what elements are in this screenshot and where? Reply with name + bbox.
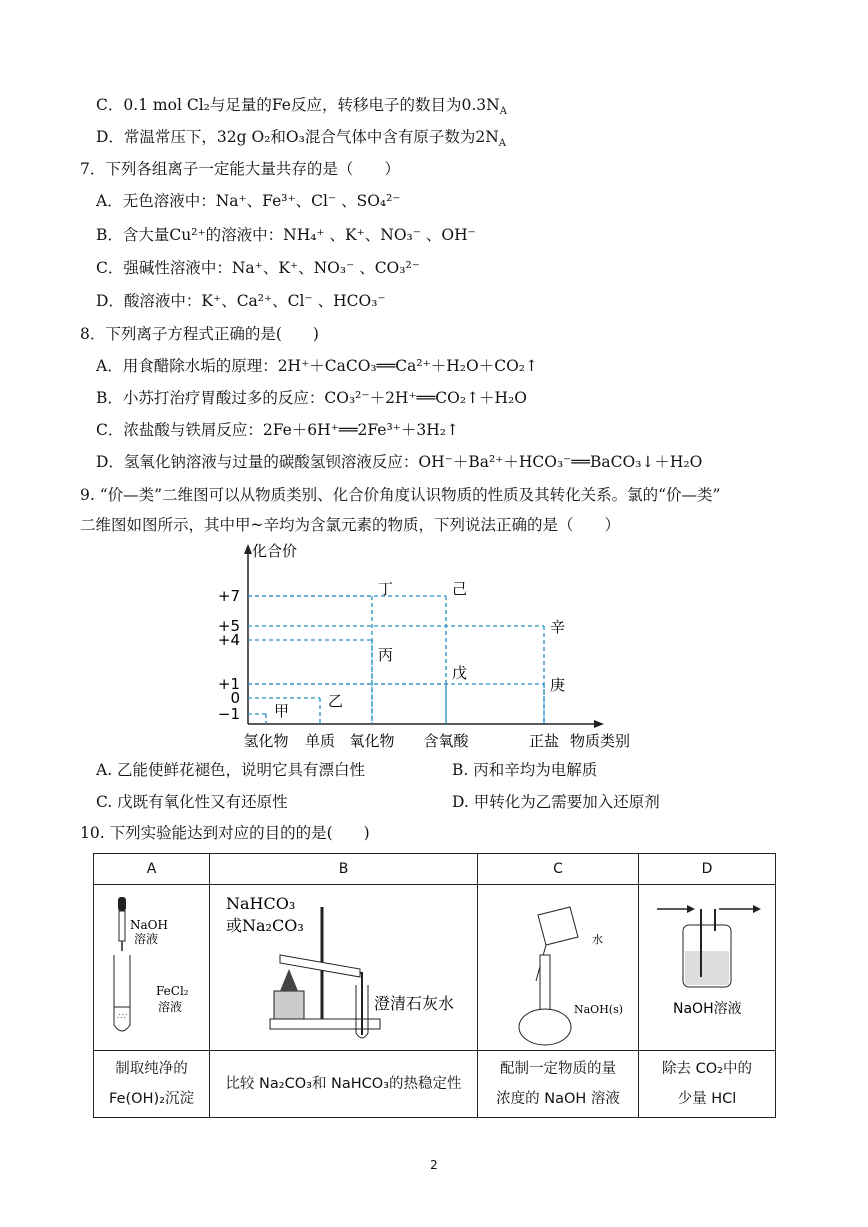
y-tick-label: +5 (217, 617, 240, 635)
label-or-na2co3: 或Na₂CO₃ (226, 916, 304, 935)
col-header-c: C (478, 854, 639, 885)
q7-option-c: C．强碱性溶液中：Na⁺、K⁺、NO₃⁻ 、CO₃²⁻ (96, 259, 420, 277)
apparatus-b (210, 885, 478, 1051)
flask-neck-icon (540, 955, 550, 1017)
q9-stem-line2: 二维图如图所示，其中甲~辛均为含氯元素的物质，下列说法正确的是（ ） (80, 516, 620, 534)
apparatus-c (478, 885, 639, 1051)
point-label: 甲 (274, 702, 290, 720)
x-category-label: 氢化物 (243, 732, 289, 750)
caption-a: 制取纯净的 Fe(OH)₂沉淀 (94, 1051, 210, 1118)
point-label: 丙 (378, 646, 394, 664)
x-categories (243, 732, 559, 750)
q7-option-b: B．含大量Cu²⁺的溶液中：NH₄⁺ 、K⁺、NO₃⁻ 、OH⁻ (96, 226, 476, 244)
q8-option-d: D．氢氧化钠溶液与过量的碳酸氢钡溶液反应：OH⁻＋Ba²⁺＋HCO₃⁻══BaCO₃↓＋H₂O (96, 453, 703, 471)
label-solution-2: 溶液 (158, 1000, 183, 1014)
y-tick-label: 0 (230, 689, 240, 707)
dropper-bulb-icon (118, 897, 126, 911)
q9-option-d: D. 甲转化为乙需要加入还原剂 (452, 793, 660, 811)
q6-option-c: C．0.1 mol Cl₂与足量的Fe反应，转移电子的数目为$0.3N_A$ (96, 96, 507, 118)
x-category-label: 氧化物 (349, 732, 395, 750)
x-category-label: 含氧酸 (423, 732, 469, 750)
y-tick-label: +7 (217, 587, 240, 605)
q6-option-d: D．常温常压下，32g O₂和O₃混合气体中含有原子数为$2N_A$ (96, 128, 507, 150)
x-axis-label: 物质类别 (570, 732, 631, 750)
page-number: 2 (430, 1158, 438, 1172)
caption-b: 比较 Na₂CO₃和 NaHCO₃的热稳定性 (210, 1051, 478, 1118)
x-axis-arrow (594, 720, 604, 728)
volumetric-flask-icon (519, 1009, 571, 1045)
x-category-label: 单质 (304, 732, 336, 750)
q7-option-a: A．无色溶液中：Na⁺、Fe³⁺、Cl⁻ 、SO₄²⁻ (96, 192, 401, 210)
label-nahco3: NaHCO₃ (226, 894, 296, 913)
label-solution-1: 溶液 (134, 932, 159, 946)
point-label: 庚 (550, 676, 566, 694)
label-limewater: 澄清石灰水 (374, 994, 455, 1013)
caption-d: 除去 CO₂中的 少量 HCl (639, 1051, 776, 1118)
col-header-d: D (639, 854, 776, 885)
experiment-table (93, 853, 776, 1118)
point-label: 戊 (452, 664, 468, 682)
point-label: 乙 (328, 692, 344, 710)
label-naoh-s: NaOH(s) (574, 1003, 624, 1016)
q9-option-a: A. 乙能使鲜花褪色，说明它具有漂白性 (96, 761, 366, 779)
q8-option-c: C．浓盐酸与铁屑反应：2Fe＋6H⁺══2Fe³⁺＋3H₂↑ (96, 421, 459, 439)
y-axis-label: 化合价 (252, 542, 298, 560)
apparatus-d (639, 885, 776, 1051)
heating-tube-icon (280, 955, 360, 977)
label-naoh-solution: NaOH溶液 (673, 1001, 742, 1017)
beaker-icon (538, 907, 578, 945)
dropper-tube-icon (119, 911, 125, 941)
y-tick-label: −1 (217, 705, 240, 723)
q9-stem-line1: 9. “价—类”二维图可以从物质类别、化合价角度认识物质的性质及其转化关系。氯的“价—类” (80, 486, 721, 504)
q7-option-d: D．酸溶液中：K⁺、Ca²⁺、Cl⁻ 、HCO₃⁻ (96, 292, 386, 310)
y-tick-label: +4 (217, 631, 240, 649)
point-label: 己 (452, 580, 468, 598)
q8-option-b: B．小苏打治疗胃酸过多的反应：CO₃²⁻＋2H⁺══CO₂↑＋H₂O (96, 389, 527, 407)
q9-option-b: B. 丙和辛均为电解质 (452, 761, 598, 779)
caption-c: 配制一定物质的量 浓度的 NaOH 溶液 (478, 1051, 639, 1118)
point-labels (274, 580, 565, 720)
q8-stem: 8．下列离子方程式正确的是( ) (80, 325, 319, 343)
point-label: 丁 (378, 580, 394, 598)
svg-text:∴∵: ∴∵ (117, 1012, 128, 1021)
point-label: 辛 (550, 618, 566, 636)
dashed-guides (248, 596, 544, 724)
y-tick-label: +1 (217, 675, 240, 693)
y-ticks (218, 587, 240, 723)
stand-base-icon (270, 1019, 380, 1029)
label-fecl2: FeCl₂ (156, 984, 189, 998)
q9-option-c: C. 戊既有氧化性又有还原性 (96, 793, 288, 811)
q10-stem: 10. 下列实验能达到对应的目的的是( ) (80, 824, 370, 842)
col-header-a: A (94, 854, 210, 885)
flame-icon (280, 969, 298, 991)
burner-icon (274, 991, 304, 1019)
col-header-b: B (210, 854, 478, 885)
q8-option-a: A．用食醋除水垢的原理：2H⁺＋CaCO₃══Ca²⁺＋H₂O＋CO₂↑ (96, 357, 539, 375)
q7-stem: 7．下列各组离子一定能大量共存的是（ ） (80, 160, 400, 178)
apparatus-a (94, 885, 210, 1051)
label-water: 水 (592, 933, 603, 946)
y-axis-arrow (244, 544, 252, 554)
valence-class-chart (200, 540, 670, 755)
label-naoh: NaOH (130, 918, 168, 932)
x-category-label: 正盐 (528, 732, 560, 750)
